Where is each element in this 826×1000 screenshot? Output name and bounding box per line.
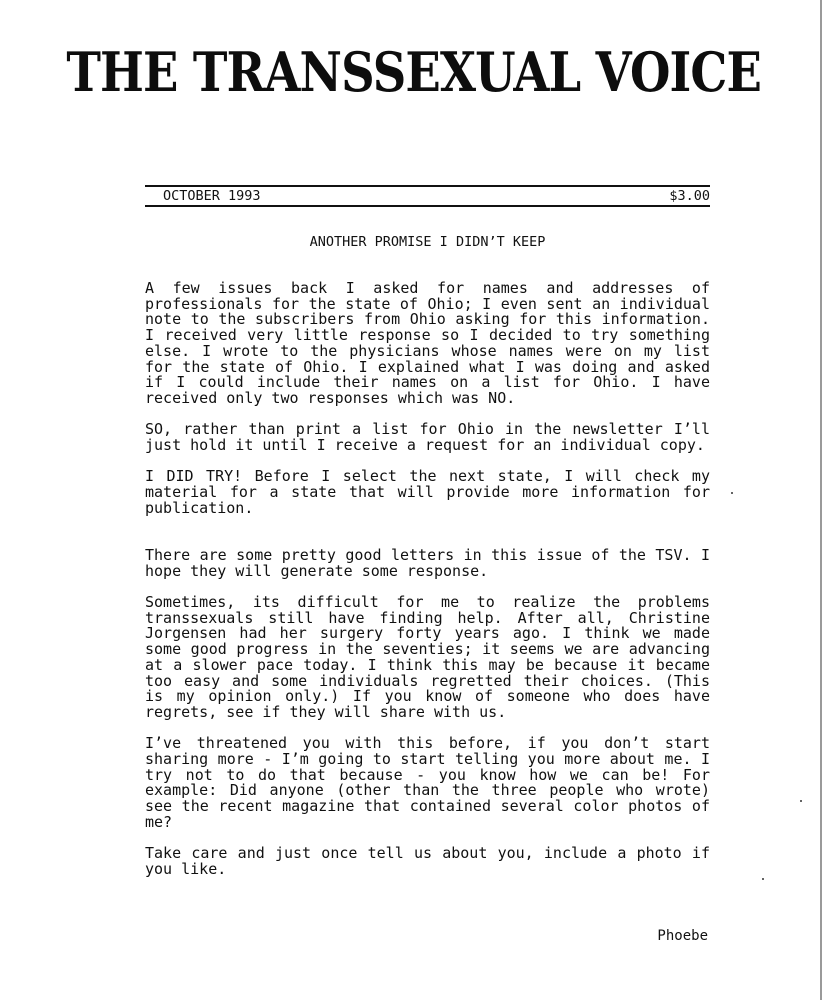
issue-date: OCTOBER 1993	[163, 188, 261, 204]
newsletter-masthead: THE TRANSSEXUAL VOICE	[66, 40, 762, 104]
scan-speck	[762, 878, 764, 880]
scan-speck	[800, 800, 802, 802]
page-edge-shadow	[820, 0, 822, 1000]
article-paragraph: A few issues back I asked for names and addresses of professionals for the state of Ohio; I even sent an individual note to the subscribers from Ohio asking for this information. I received very little response so I decided to try something else. I wrote to the physicians whose names were on my list for the state of Ohio. I explained what I was doing and asked if I could include their names on a list for Ohio. I have received only two responses which was NO.	[145, 279, 710, 407]
article-body	[145, 281, 710, 893]
article-paragraph: I’ve threatened you with this before, if you don’t start sharing more - I’m going to start telling you more about me. I try not to do that because - you know how we can be! For example: Did anyone (other than the three people who wrote) see the recent magazine that contained several color photos of me?	[145, 734, 710, 831]
article-paragraph: There are some pretty good letters in this issue of the TSV. I hope they will generate some response.	[145, 545, 710, 580]
article-paragraph: I DID TRY! Before I select the next state, I will check my material for a state that will provide more information for publication.	[145, 467, 710, 517]
article-paragraph: Take care and just once tell us about you, include a photo if you like.	[145, 844, 710, 878]
article-headline: ANOTHER PROMISE I DIDN’T KEEP	[309, 234, 546, 250]
author-signature: Phoebe	[657, 928, 708, 944]
article-paragraph: Sometimes, its difficult for me to realize the problems transsexuals still have finding help. After all, Christine Jorgensen had her surgery forty years ago. I think we made some good progress in the seventies; it seems we are advancing at a slower pace today. I think this may be because it became too easy and some individuals regretted their choices. (This is my opinion only.) If you know of someone who does have regrets, see if they will share with us.	[145, 593, 710, 721]
dateline-bar	[145, 185, 710, 207]
article-paragraph: SO, rather than print a list for Ohio in the newsletter I’ll just hold it until I receive a request for an individual copy.	[145, 420, 710, 455]
issue-price: $3.00	[669, 188, 710, 204]
scan-speck	[731, 492, 733, 494]
